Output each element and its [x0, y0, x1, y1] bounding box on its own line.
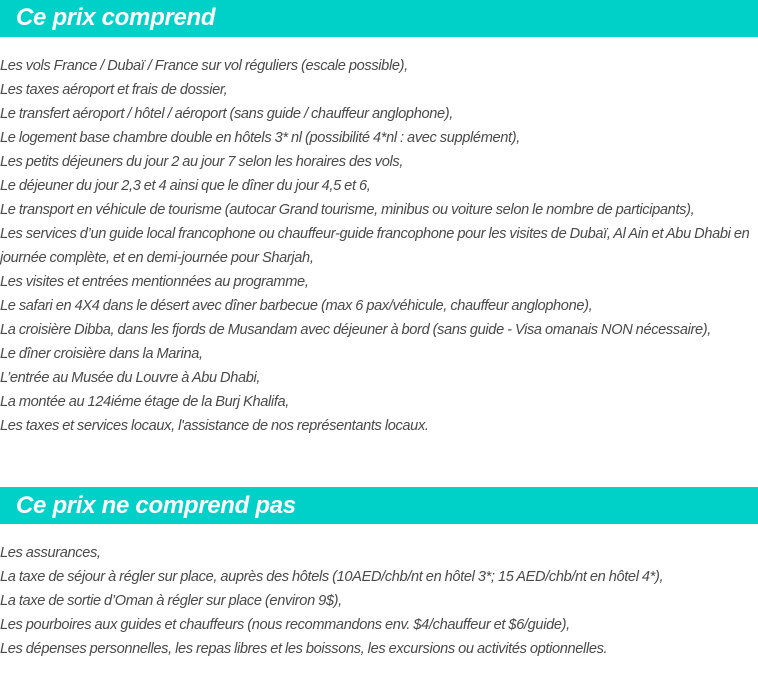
- included-item: Le transfert aéroport / hôtel / aéroport (sans guide / chauffeur anglophone),: [0, 106, 453, 122]
- excluded-item: Les dépenses personnelles, les repas libres et les boissons, les excursions ou activités optionnelles.: [0, 641, 608, 657]
- included-items-list: [0, 54, 758, 438]
- excluded-item: La taxe de sortie d’Oman à régler sur place (environ 9$),: [0, 593, 342, 609]
- included-item: La montée au 124iéme étage de la Burj Khalifa,: [0, 394, 290, 410]
- included-item: Le déjeuner du jour 2,3 et 4 ainsi que le dîner du jour 4,5 et 6,: [0, 178, 371, 194]
- excluded-item: Les pourboires aux guides et chauffeurs (nous recommandons env. $4/chauffeur et $6/guide),: [0, 617, 570, 633]
- included-item: Les services d’un guide local francophone ou chauffeur-guide francophone pour les visites de Dubaï, Al Ain et Abu Dhabi en journée complète, et en demi-journée pour Sharjah,: [0, 226, 750, 266]
- excluded-item: Les assurances,: [0, 545, 101, 561]
- included-item: Le logement base chambre double en hôtels 3* nl (possibilité 4*nl : avec supplément),: [0, 130, 520, 146]
- included-item: Les taxes aéroport et frais de dossier,: [0, 82, 228, 98]
- included-item: L’entrée au Musée du Louvre à Abu Dhabi,: [0, 370, 261, 386]
- excluded-section-header: [0, 487, 758, 524]
- included-item: Le dîner croisière dans la Marina,: [0, 346, 203, 362]
- excluded-section-title: Ce prix ne comprend pas: [16, 492, 296, 519]
- excluded-items-list: [0, 541, 758, 661]
- included-item: Le safari en 4X4 dans le désert avec dîner barbecue (max 6 pax/véhicule, chauffeur anglophone),: [0, 298, 593, 314]
- included-item: Le transport en véhicule de tourisme (autocar Grand tourisme, minibus ou voiture selon le nombre de participants),: [0, 202, 695, 218]
- included-item: Les vols France / Dubaï / France sur vol réguliers (escale possible),: [0, 58, 408, 74]
- included-item: Les visites et entrées mentionnées au programme,: [0, 274, 309, 290]
- included-section-header: [0, 0, 758, 37]
- included-section-title: Ce prix comprend: [16, 4, 216, 31]
- included-item: Les petits déjeuners du jour 2 au jour 7 selon les horaires des vols,: [0, 154, 404, 170]
- included-item: Les taxes et services locaux, l'assistance de nos représentants locaux.: [0, 418, 429, 434]
- excluded-item: La taxe de séjour à régler sur place, auprès des hôtels (10AED/chb/nt en hôtel 3*; 15 AED/chb/nt en hôtel 4*),: [0, 569, 664, 585]
- included-item: La croisière Dibba, dans les fjords de Musandam avec déjeuner à bord (sans guide - Visa omanais NON nécessaire),: [0, 322, 711, 338]
